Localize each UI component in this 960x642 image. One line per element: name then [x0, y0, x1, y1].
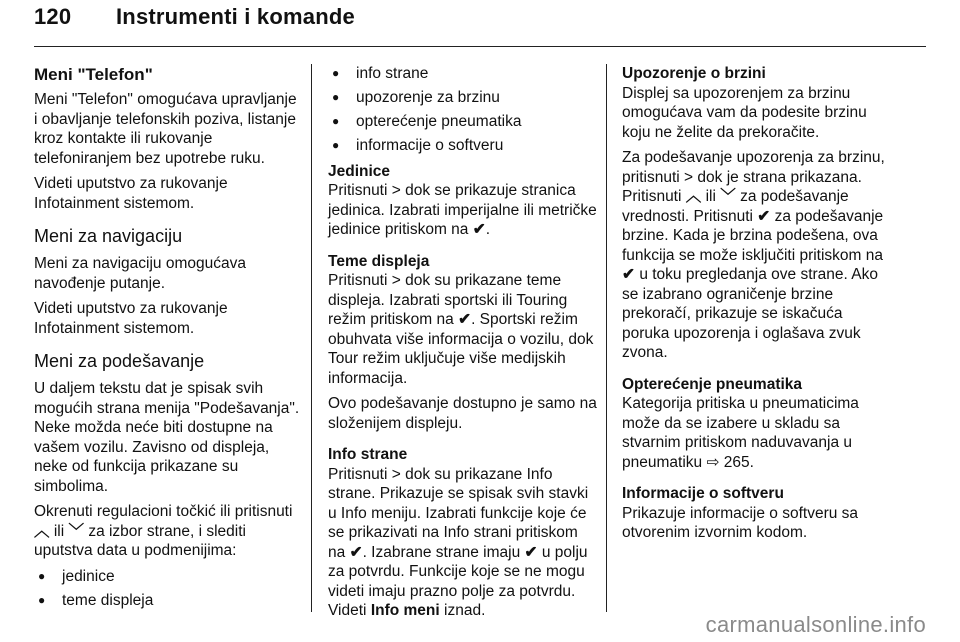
- chevron-right-icon: >: [391, 272, 401, 289]
- text: Pritisnuti: [328, 465, 388, 483]
- text: u polju za potvrdu. Funkcije koje se ne mogu videti imaju prazno polje za potvrdu.: [328, 543, 588, 600]
- paragraph: [328, 271, 598, 388]
- paragraph: U daljem tekstu dat je spisak svih mogućih strana menija "Podešavanja". Neke možda neće biti dostupne na vašem vozilu. Zavisno od displeja, neke od funkcija prikazane su simbolima.: [34, 380, 300, 495]
- paragraph: [622, 394, 892, 472]
- text: dok je strana prikazana. Pritisnuti: [622, 168, 862, 205]
- chevron-right-icon: >: [391, 182, 401, 199]
- heading-info-strane: Info strane: [328, 446, 408, 463]
- text: za podešavanje vrednosti. Pritisnuti: [622, 188, 849, 225]
- check-icon: ✔: [458, 311, 472, 328]
- column-2: [328, 64, 598, 627]
- chevron-down-icon: ﹀: [720, 188, 736, 205]
- text: Pritisnuti: [328, 272, 388, 289]
- heading-navigacija: Meni za navigaciju: [34, 226, 183, 246]
- list-item: ● upozorenje za brzinu: [328, 88, 598, 108]
- check-icon: ✔: [757, 207, 771, 225]
- check-icon: ✔: [622, 266, 635, 283]
- text: za podešavanje brzine. Kada je brzina podešena, ova funkcija se može isključiti pritiskom na: [622, 207, 884, 264]
- list-item: ● teme displeja: [34, 591, 302, 611]
- chapter-title: Instrumenti i komande: [116, 4, 355, 29]
- page-number: 120: [34, 4, 72, 29]
- text: . Izabrane strane imaju: [362, 543, 521, 561]
- text: Info meni: [370, 602, 440, 619]
- text: ili: [53, 522, 65, 540]
- header-rule: [34, 46, 926, 47]
- chevron-up-icon: ︿: [685, 188, 702, 205]
- page-reference-icon: ⇨: [706, 453, 720, 471]
- chevron-down-icon: ﹀: [68, 522, 84, 540]
- heading-jedinice: Jedinice: [328, 162, 391, 180]
- text: Pritisnuti: [328, 182, 388, 199]
- check-icon: ✔: [524, 543, 538, 561]
- page-header: [34, 4, 355, 30]
- column-divider: [606, 64, 607, 612]
- paragraph: Ovo podešavanje dostupno je samo na složenijem displeju.: [328, 395, 597, 432]
- settings-list: [34, 567, 302, 611]
- paragraph: Displej sa upozorenjem za brzinu omogućava vam da podesite brzinu koju ne želite da prekoračite.: [622, 84, 867, 141]
- list-item: ● informacije o softveru: [328, 136, 598, 156]
- list-item: ● jedinice: [34, 567, 302, 587]
- text: u toku pregledanja ove strane. Ako se izabrano ograničenje brzine prekoračí, prikazuje se iskačuća poruka upozorenja i oglašava zvuk zvona.: [622, 266, 879, 361]
- paragraph: Meni za navigaciju omogućava navođenje putanje.: [34, 255, 246, 292]
- heading-softver: Informacije o softveru: [622, 485, 784, 502]
- chevron-up-icon: ︿: [34, 522, 50, 540]
- page-reference: 265.: [723, 453, 754, 471]
- heading-telefon: Meni "Telefon": [34, 65, 153, 84]
- paragraph: [34, 502, 302, 561]
- list-item: ● info strane: [328, 64, 598, 84]
- check-icon: ✔: [349, 543, 363, 561]
- text: dok su prikazane Info strane. Prikazuje se spisak svih stavki u Info meniju. Izabrati funkcije koje će se prikazivati na Info strani pritiskom na: [328, 465, 589, 561]
- text: iznad.: [444, 602, 486, 619]
- paragraph: Meni "Telefon" omogućava upravljanje i obavljanje telefonskih poziva, listanje kroz kontakte ili rukovanje telefoniranjem bez upotrebe ruku.: [34, 91, 297, 167]
- heading-upozorenje: Upozorenje o brzini: [622, 65, 766, 82]
- paragraph: Videti uputstvo za rukovanje Infotainment sistemom.: [34, 175, 228, 212]
- text: Videti: [328, 602, 367, 619]
- check-icon: ✔: [472, 221, 486, 238]
- paragraph: Videti uputstvo za rukovanje Infotainment sistemom.: [34, 300, 228, 337]
- text: dok su prikazane teme displeja. Izabrati sportski ili Touring režim pritiskom na: [328, 272, 568, 328]
- column-1: [34, 64, 302, 615]
- chevron-right-icon: >: [391, 465, 401, 483]
- settings-list: [328, 64, 598, 156]
- paragraph: [328, 181, 598, 240]
- column-divider: [311, 64, 312, 612]
- text: . Sportski režim obuhvata više informacija o vozilu, dok Tour režim uključuje više medijskih informacija.: [328, 311, 594, 387]
- text: dok se prikazuje stranica jedinica. Izabrati imperijalne ili metričke jedinice pritiskom na: [328, 182, 597, 238]
- text: Za podešavanje upozorenja za brzinu, pritisnuti: [622, 149, 885, 186]
- list-item: ● opterećenje pneumatika: [328, 112, 598, 132]
- text: ili: [705, 188, 716, 205]
- heading-teme-displeja: Teme displeja: [328, 252, 430, 270]
- heading-podesavanje: Meni za podešavanje: [34, 351, 205, 371]
- text: .: [485, 221, 491, 238]
- text: za izbor strane, i slediti uputstva data u podmenijima:: [34, 522, 246, 559]
- chevron-right-icon: >: [684, 168, 694, 186]
- paragraph: [328, 465, 598, 621]
- paragraph: Prikazuje informacije o softveru sa otvorenim izvornim kodom.: [622, 504, 859, 541]
- text: Kategorija pritiska u pneumaticima može da se izabere u skladu sa stvarnim pritiskom naduvavanja u pneumatiku: [622, 395, 859, 471]
- column-3: [622, 64, 892, 549]
- heading-opterecenje: Opterećenje pneumatika: [622, 375, 803, 393]
- text: Okrenuti regulacioni točkić ili pritisnuti: [34, 503, 293, 520]
- watermark: carmanualsonline.info: [705, 612, 926, 637]
- paragraph: [622, 148, 892, 363]
